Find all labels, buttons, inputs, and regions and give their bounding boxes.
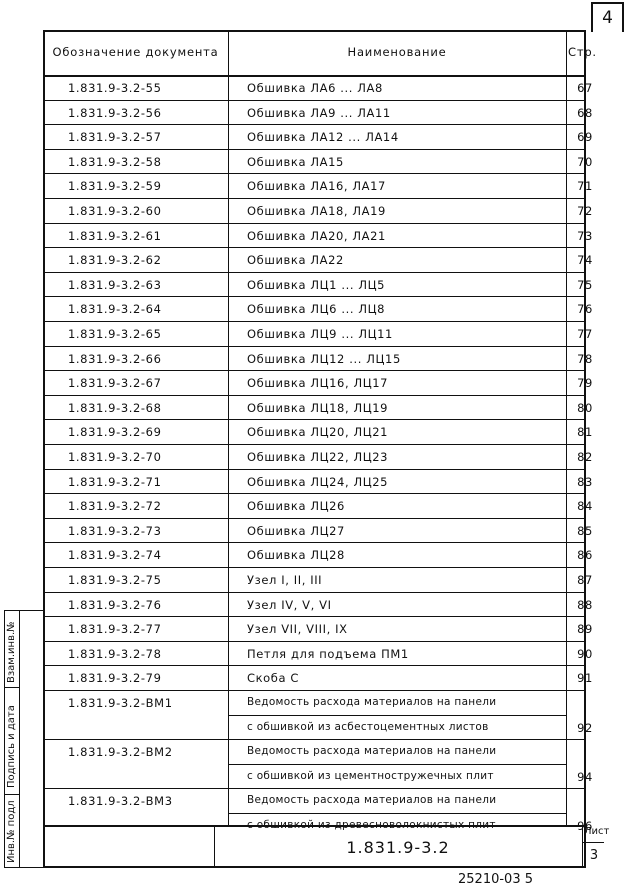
row-name: Обшивка ЛА15 — [247, 154, 344, 169]
row-rule — [43, 567, 586, 568]
row-code: 1.831.9-3.2-76 — [68, 597, 162, 612]
row-code: 1.831.9-3.2-60 — [68, 204, 162, 218]
row-page: 85 — [577, 523, 593, 538]
row-page: 77 — [577, 327, 593, 341]
row-name-line2: с обшивкой из древесноволокнистых плит — [247, 819, 496, 831]
row-page: 67 — [577, 81, 593, 95]
row-name: Обшивка ЛЦ27 — [247, 523, 345, 538]
title-designation: 1.831.9-3.2 — [346, 838, 450, 857]
row-name: Обшивка ЛА12 ... ЛА14 — [247, 130, 399, 145]
row-inner-rule — [228, 764, 566, 765]
row-code: 1.831.9-3.2-67 — [68, 376, 162, 391]
row-name: Обшивка ЛА20, ЛА21 — [247, 228, 386, 243]
row-name: Скоба С — [247, 671, 300, 686]
row-name: Обшивка ЛА22 — [247, 253, 344, 268]
row-rule — [43, 592, 586, 593]
row-rule — [43, 518, 586, 519]
side-label-sign: Подпись и дата — [6, 705, 17, 788]
row-code: 1.831.9-3.2-79 — [68, 671, 162, 686]
row-rule — [43, 665, 586, 666]
row-code: 1.831.9-3.2-69 — [68, 425, 162, 440]
row-rule — [43, 641, 586, 642]
row-page: 69 — [577, 130, 593, 145]
row-name-line2: с обшивкой из цементностружечных плит — [247, 769, 494, 782]
row-rule — [43, 272, 586, 273]
row-rule — [43, 419, 586, 420]
row-rule — [43, 247, 586, 248]
row-code: 1.831.9-3.2-75 — [68, 573, 162, 587]
row-code: 1.831.9-3.2-65 — [68, 327, 162, 341]
row-rule — [43, 149, 586, 150]
row-page: 83 — [577, 474, 593, 489]
row-rule — [43, 124, 586, 125]
row-rule — [43, 690, 586, 691]
row-code: 1.831.9-3.2-70 — [68, 450, 162, 464]
row-page: 68 — [577, 105, 593, 120]
row-code: 1.831.9-3.2-59 — [68, 179, 162, 194]
header-code: Обозначение документа — [52, 45, 219, 59]
row-name-line1: Ведомость расхода материалов на панели — [247, 794, 497, 807]
row-rule — [43, 739, 586, 740]
row-code: 1.831.9-3.2-74 — [68, 548, 162, 563]
row-rule — [43, 223, 586, 224]
row-rule — [43, 173, 586, 174]
page-number: 4 — [602, 8, 613, 28]
row-page: 80 — [577, 400, 593, 415]
row-page: 72 — [577, 204, 593, 218]
row-inner-rule — [228, 715, 566, 716]
sheet-label-rule — [582, 842, 604, 843]
row-name: Обшивка ЛЦ26 — [247, 499, 345, 514]
row-name: Обшивка ЛА18, ЛА19 — [247, 204, 386, 218]
row-name: Обшивка ЛЦ16, ЛЦ17 — [247, 376, 389, 391]
row-rule — [43, 542, 586, 543]
row-name: Обшивка ЛЦ18, ЛЦ19 — [247, 400, 389, 415]
bottom-stamp: 25210-03 5 — [458, 872, 533, 887]
row-rule — [43, 469, 586, 470]
row-code: 1.831.9-3.2-66 — [68, 351, 162, 366]
row-page: 81 — [577, 425, 593, 440]
row-page: 82 — [577, 450, 593, 464]
row-page: 91 — [577, 671, 593, 686]
row-name: Обшивка ЛЦ24, ЛЦ25 — [247, 474, 389, 489]
row-name: Узел I, II, III — [247, 573, 323, 587]
row-code: 1.831.9-3.2-77 — [68, 622, 162, 637]
header-name: Наименование — [347, 45, 447, 59]
row-name: Обшивка ЛА6 ... ЛА8 — [247, 81, 383, 95]
row-rule — [43, 788, 586, 789]
row-rule — [43, 346, 586, 347]
header-rule — [43, 75, 586, 77]
title-block-top — [43, 825, 586, 827]
row-code: 1.831.9-3.2-64 — [68, 302, 162, 317]
row-rule — [43, 616, 586, 617]
row-code: 1.831.9-3.2-63 — [68, 277, 162, 292]
row-rule — [43, 444, 586, 445]
row-code: 1.831.9-3.2-56 — [68, 105, 162, 120]
page-number-box — [591, 2, 624, 32]
row-rule — [43, 321, 586, 322]
row-rule — [43, 493, 586, 494]
row-page: 94 — [577, 769, 593, 784]
row-code: 1.831.9-3.2-78 — [68, 646, 162, 661]
row-name: Обшивка ЛЦ28 — [247, 548, 345, 563]
row-name-line2: с обшивкой из асбестоцементных листов — [247, 720, 489, 733]
row-rule — [43, 395, 586, 396]
row-rule — [43, 100, 586, 101]
row-code: 1.831.9-3.2-ВМ2 — [68, 745, 173, 760]
side-label-vzam: Взам.инв.№ — [6, 621, 17, 683]
row-name: Обшивка ЛА9 ... ЛА11 — [247, 105, 391, 120]
row-code: 1.831.9-3.2-73 — [68, 523, 162, 538]
row-name: Обшивка ЛЦ20, ЛЦ21 — [247, 425, 389, 440]
row-page: 75 — [577, 277, 593, 292]
row-code: 1.831.9-3.2-ВМ3 — [68, 794, 173, 809]
sheet-label: Лист — [584, 826, 610, 837]
row-page: 90 — [577, 646, 593, 661]
row-inner-rule — [228, 813, 566, 814]
row-rule — [43, 296, 586, 297]
row-name: Обшивка ЛА16, ЛА17 — [247, 179, 386, 194]
row-code: 1.831.9-3.2-68 — [68, 400, 162, 415]
header-page: Стр. — [568, 45, 597, 59]
row-name: Обшивка ЛЦ1 ... ЛЦ5 — [247, 277, 386, 292]
row-page: 96 — [577, 819, 593, 833]
row-page: 86 — [577, 548, 593, 563]
title-block-divider-2 — [582, 825, 583, 868]
row-page: 76 — [577, 302, 593, 317]
row-code: 1.831.9-3.2-61 — [68, 228, 162, 243]
side-divider — [19, 611, 20, 867]
row-code: 1.831.9-3.2-55 — [68, 81, 162, 95]
row-name-line1: Ведомость расхода материалов на панели — [247, 696, 497, 708]
row-name-line1: Ведомость расхода материалов на панели — [247, 745, 497, 758]
side-stamp — [4, 610, 43, 868]
row-code: 1.831.9-3.2-72 — [68, 499, 162, 514]
row-code: 1.831.9-3.2-58 — [68, 154, 162, 169]
row-page: 70 — [577, 154, 593, 169]
row-name: Петля для подъема ПМ1 — [247, 646, 409, 661]
row-name: Обшивка ЛЦ6 ... ЛЦ8 — [247, 302, 386, 317]
row-page: 92 — [577, 720, 593, 735]
row-page: 79 — [577, 376, 593, 391]
row-code: 1.831.9-3.2-ВМ1 — [68, 696, 173, 710]
row-code: 1.831.9-3.2-62 — [68, 253, 162, 268]
row-rule — [43, 370, 586, 371]
side-label-inv: Инв.№ подл — [6, 800, 17, 863]
row-page: 87 — [577, 573, 593, 587]
row-page: 78 — [577, 351, 593, 366]
row-code: 1.831.9-3.2-57 — [68, 130, 162, 145]
row-code: 1.831.9-3.2-71 — [68, 474, 162, 489]
row-rule — [43, 198, 586, 199]
row-page: 74 — [577, 253, 593, 268]
sheet-number: 3 — [589, 848, 599, 863]
row-name: Узел IV, V, VI — [247, 597, 332, 612]
row-page: 71 — [577, 179, 593, 194]
row-name: Обшивка ЛЦ9 ... ЛЦ11 — [247, 327, 393, 341]
row-name: Обшивка ЛЦ22, ЛЦ23 — [247, 450, 389, 464]
row-page: 84 — [577, 499, 593, 514]
row-name: Обшивка ЛЦ12 ... ЛЦ15 — [247, 351, 401, 366]
row-page: 88 — [577, 597, 593, 612]
row-page: 89 — [577, 622, 593, 637]
row-name: Узел VII, VIII, IX — [247, 622, 348, 637]
row-page: 73 — [577, 228, 593, 243]
